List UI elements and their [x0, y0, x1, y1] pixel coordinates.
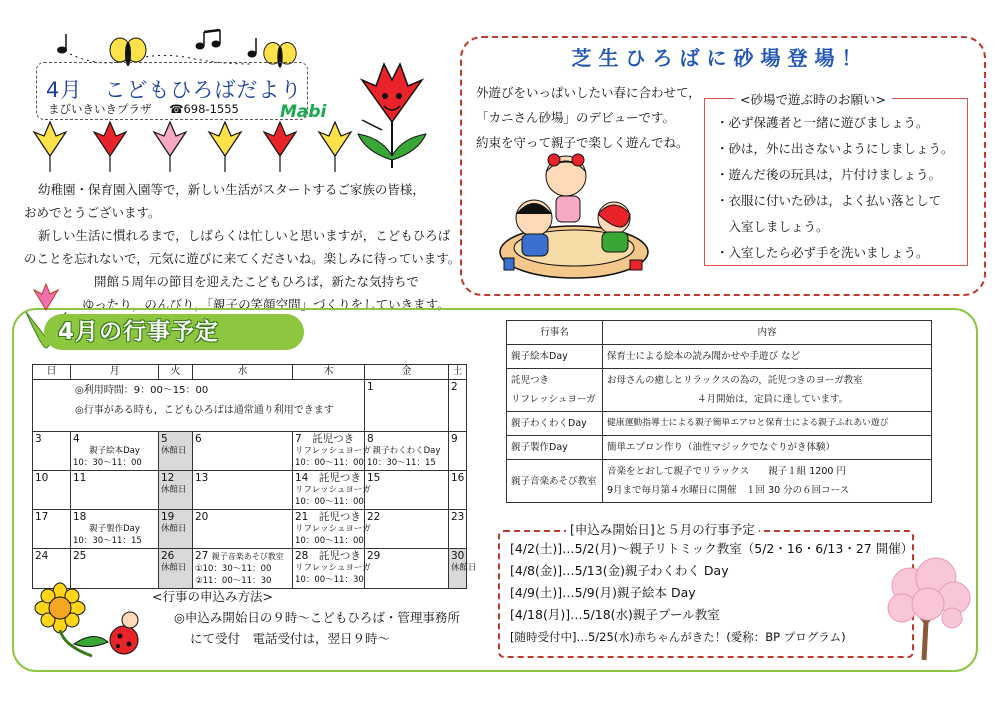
newsletter-title: 4月 こどもひろばだより	[46, 78, 303, 102]
schedule-item: [4/18(月)]…5/18(水)親子プール教室	[510, 607, 720, 622]
intro-text	[24, 178, 464, 316]
calendar-day: 13	[193, 471, 293, 510]
intro-line: おめでとうございます。	[24, 205, 161, 220]
april-calendar	[32, 364, 477, 589]
application-method	[64, 586, 460, 649]
calendar-day: 27 親子音楽あそび教室 ①10：30〜11：00 ②11：00〜11：30	[193, 549, 293, 589]
calendar-week-row	[33, 380, 467, 432]
sandbox-title: 芝生ひろばに砂場登場！	[571, 46, 869, 70]
calendar-day: 14 託児つき リフレッシュヨーガ 10：00〜11：00	[293, 471, 365, 510]
weekday-thu: 木	[293, 365, 365, 380]
calendar-day: 28 託児つき リフレッシュヨーガ 10：00〜11：30	[293, 549, 365, 589]
calendar-day-closed: 5 休館日	[159, 432, 193, 471]
calendar-day: 15	[365, 471, 449, 510]
rule-item: ・遊んだ後の玩具は，片付けましょう。	[716, 167, 942, 182]
apply-title: <行事の申込み方法>	[152, 589, 273, 604]
calendar-day-closed: 30 休館日	[449, 549, 467, 589]
phone-number: ☎698-1555	[169, 102, 239, 116]
calendar-day: 22	[365, 510, 449, 549]
conductor-tulip-illustration	[352, 60, 432, 172]
weekday-wed: 水	[193, 365, 293, 380]
intro-line: 新しい生活に慣れるまで，しばらくは忙しいと思いますが，こどもひろば	[38, 228, 451, 243]
rule-item: ・必ず保護者と一緒に遊びましょう。	[716, 115, 929, 130]
calendar-day: 2	[449, 380, 467, 432]
calendar-day-closed: 12 休館日	[159, 471, 193, 510]
weekday-sat: 土	[449, 365, 467, 380]
calendar-day: 21 託児つき リフレッシュヨーガ 10：00〜11：00	[293, 510, 365, 549]
calendar-notes	[33, 380, 365, 432]
calendar-day: 6	[193, 432, 293, 471]
facility-name: まびいきいきプラザ	[48, 102, 152, 116]
sandbox-rules-list	[716, 110, 954, 266]
apply-line: にて受付 電話受付は，翌日９時〜	[190, 631, 391, 646]
calendar-day: 20	[193, 510, 293, 549]
calendar-header-row	[33, 365, 467, 380]
sandbox-rules-title: <砂場で遊ぶ時のお願い>	[734, 90, 892, 108]
intro-line: ゆったり，のんびり，「親子の笑顔空間」づくりをしていきます。	[82, 297, 450, 312]
rule-item: ・入室したら必ず手を洗いましょう。	[716, 245, 929, 260]
calendar-day: 10	[33, 471, 71, 510]
calendar-day: 3	[33, 432, 71, 471]
mabi-logo: Mabi	[280, 102, 327, 122]
calendar-day-closed: 19 休館日	[159, 510, 193, 549]
calendar-week-row	[33, 510, 467, 549]
usage-note: ◎行事がある時も，こどもひろばは通常通り利用できます	[75, 405, 334, 416]
rule-item: ・砂は，外に出さないようにしましょう。	[716, 141, 954, 156]
calendar-day: 4 親子絵本Day 10：30〜11：00	[71, 432, 159, 471]
event-description-table	[506, 320, 932, 503]
calendar-day: 8 親子わくわくDay 10：30〜11：15	[365, 432, 449, 471]
calendar-day: 29	[365, 549, 449, 589]
calendar-day: 16	[449, 471, 467, 510]
intro-line: 幼稚園・保育園入園等で，新しい生活がスタートするご家族の皆様，	[38, 182, 425, 197]
calendar-day: 25	[71, 549, 159, 589]
schedule-item: [4/9(土)]…5/9(月)親子絵本 Day	[510, 585, 696, 600]
weekday-mon: 月	[71, 365, 159, 380]
event-table-header	[507, 321, 932, 345]
event-row: 親子製作Day 簡単エプロン作り（油性マジックでなぐりがき体験）	[507, 436, 932, 460]
event-row: 親子絵本Day 保育士による絵本の読み聞かせや手遊び など	[507, 345, 932, 369]
children-sandbox-illustration	[494, 148, 654, 284]
may-schedule-title: [申込み開始日]と５月の行事予定	[566, 520, 759, 538]
intro-line: のことを忘れないで，元気に遊びに来てくださいね。楽しみに待っています。	[24, 251, 461, 266]
rule-item: 入室しましょう。	[716, 219, 829, 234]
calendar-day-closed: 26 休館日	[159, 549, 193, 589]
event-row: 親子わくわくDay 健康運動指導士による親子簡単エアロと保育士による親子ふれあい遊び	[507, 412, 932, 436]
sandbox-line: 約束を守って親子で楽しく遊んでね。	[476, 135, 689, 150]
schedule-item: [随時受付中]…5/25(水)赤ちゃんがきた！(愛称：BP プログラム)	[510, 630, 846, 644]
calendar-day: 11	[71, 471, 159, 510]
sandbox-line: 「カニさん砂場」のデビューです。	[476, 110, 676, 125]
calendar-day: 9	[449, 432, 467, 471]
calendar-week-row	[33, 549, 467, 589]
event-row: 親子音楽あそび教室 音楽をとおして親子でリラックス 親子１組 1200 円 9月まで毎月第４水曜日に開催 １回 30 分の６回コース	[507, 460, 932, 503]
col-event-name: 行事名	[507, 321, 603, 345]
calendar-day: 23	[449, 510, 467, 549]
intro-line: 開館５周年の節目を迎えたこどもひろば，新たな気持ちで	[94, 274, 419, 289]
col-event-content: 内容	[603, 321, 932, 345]
cherry-blossom-tree-illustration	[880, 556, 976, 660]
tulips-illustration	[30, 112, 360, 174]
sandbox-line: 外遊びをいっぱいしたい春に合わせて，	[476, 85, 701, 100]
sandbox-text	[476, 80, 701, 155]
calendar-day: 7 託児つき リフレッシュヨーガ 10：00〜11：00	[293, 432, 365, 471]
events-banner: 4月の行事予定	[44, 314, 304, 350]
calendar-day: 24	[33, 549, 71, 589]
weekday-tue: 火	[159, 365, 193, 380]
calendar-day: 17	[33, 510, 71, 549]
schedule-item: [4/8(金)]…5/13(金)親子わくわく Day	[510, 563, 729, 578]
calendar-day: 1	[365, 380, 449, 432]
calendar-week-row	[33, 471, 467, 510]
calendar-week-row	[33, 432, 467, 471]
may-schedule-list	[510, 538, 913, 648]
event-row: 託児つき リフレッシュヨーガ お母さんの癒しとリラックスの為の，託児つきのヨーガ教室 ４月開始は，定員に達しています。	[507, 369, 932, 412]
weekday-sun: 日	[33, 365, 71, 380]
hours-note: ◎利用時間：9：00〜15：00	[75, 385, 209, 396]
rule-item: ・衣服に付いた砂は，よく払い落として	[716, 193, 942, 208]
weekday-fri: 金	[365, 365, 449, 380]
apply-line: ◎申込み開始日の９時〜こどもひろば・管理事務所	[174, 610, 460, 625]
calendar-day: 18 親子製作Day 10：30〜11：15	[71, 510, 159, 549]
schedule-item: [4/2(土)]…5/2(月)〜親子リトミック教室（5/2・16・6/13・27 開催）	[510, 541, 914, 556]
